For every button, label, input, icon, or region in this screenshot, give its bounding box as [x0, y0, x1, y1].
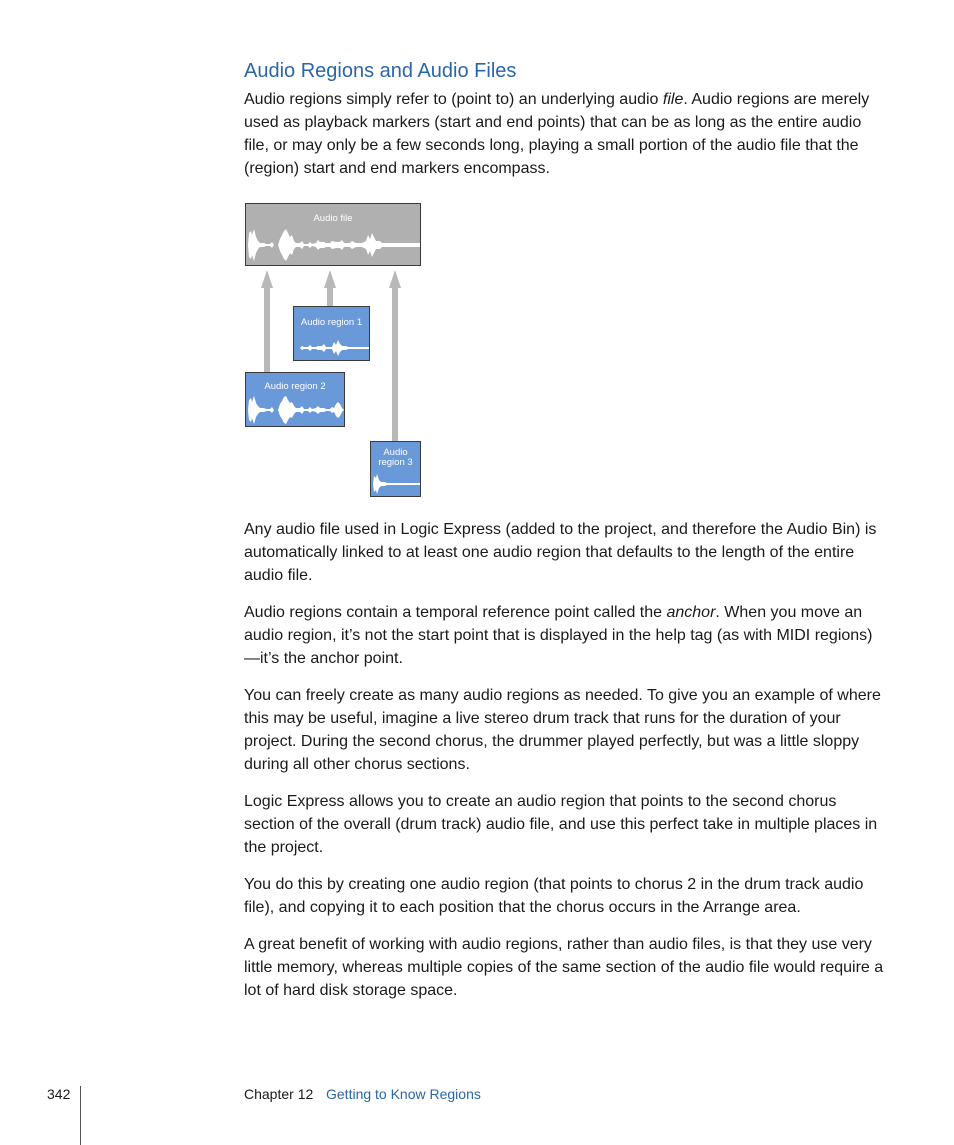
intro-text-start: Audio regions simply refer to (point to) an underlying audio	[244, 91, 663, 108]
anchor-text-end: . When you move an audio region, it’s not the start point that is displayed in the help tag (as with MIDI regions)—it’s the anchor point.	[244, 604, 873, 667]
region2-arrow-shaft	[264, 286, 270, 372]
intro-emphasis: file	[662, 91, 684, 108]
paragraph-audio-bin: Any audio file used in Logic Express (added to the project, and therefore the Audio Bin) is automatically linked to at least one audio region that defaults to the length of the entire audio file.	[244, 521, 877, 584]
audio-region-diagram	[244, 202, 422, 498]
anchor-emphasis: anchor	[666, 604, 716, 621]
paragraph-anchor	[244, 601, 884, 670]
audio-file-waveform	[246, 225, 420, 265]
paragraph-memory-benefit: A great benefit of working with audio regions, rather than audio files, is that they use very little memory, whereas multiple copies of the same section of the audio file would require a lot of hard disk storage space.	[244, 936, 884, 999]
region1-arrow-head	[324, 270, 336, 288]
region2-arrow-head	[261, 270, 273, 288]
chapter-label: Chapter 12	[244, 1086, 314, 1102]
paragraph-copying: You do this by creating one audio region (that points to chorus 2 in the drum track audio file), and copying it to each position that the chorus occurs in the Arrange area.	[244, 876, 864, 916]
intro-paragraph	[244, 88, 884, 180]
paragraph-chorus-region: Logic Express allows you to create an audio region that points to the second chorus section of the overall (drum track) audio file, and use this perfect take in multiple places in the project.	[244, 793, 878, 856]
audio-file-box	[245, 203, 421, 266]
region3-arrow-head	[389, 270, 401, 288]
audio-region-1-label: Audio region 1	[300, 317, 363, 328]
paragraph-drum-example: You can freely create as many audio regions as needed. To give you an example of where this may be useful, imagine a live stereo drum track that runs for the duration of your project. During the second chorus, the drummer played perfectly, but was a little sloppy during all other chorus sections.	[244, 687, 881, 773]
audio-region-2-box	[245, 372, 345, 427]
region3-arrow-shaft	[392, 286, 398, 441]
audio-region-3-waveform	[371, 472, 420, 496]
intro-text-end: . Audio regions are merely used as playback markers (start and end points) that can be as long as the entire audio file, or may only be a few seconds long, playing a small portion of the audio file that the (region) start and end markers encompass.	[244, 91, 870, 177]
chapter-title-link[interactable]: Getting to Know Regions	[326, 1086, 481, 1102]
audio-region-3-label-line2: region 3	[378, 457, 413, 468]
footer-divider	[80, 1086, 81, 1145]
region1-arrow-shaft	[327, 286, 333, 306]
audio-region-3-box	[370, 441, 421, 497]
audio-region-1-waveform	[294, 336, 369, 360]
audio-region-2-label: Audio region 2	[264, 381, 326, 392]
anchor-text-start: Audio regions contain a temporal reference point called the	[244, 604, 667, 621]
audio-region-2-waveform	[246, 394, 344, 426]
audio-region-1-box	[293, 306, 370, 361]
audio-file-label: Audio file	[313, 213, 353, 224]
section-heading: Audio Regions and Audio Files	[244, 60, 517, 82]
audio-region-3-label-line1: Audio	[383, 447, 408, 458]
page-number: 342	[47, 1086, 71, 1102]
